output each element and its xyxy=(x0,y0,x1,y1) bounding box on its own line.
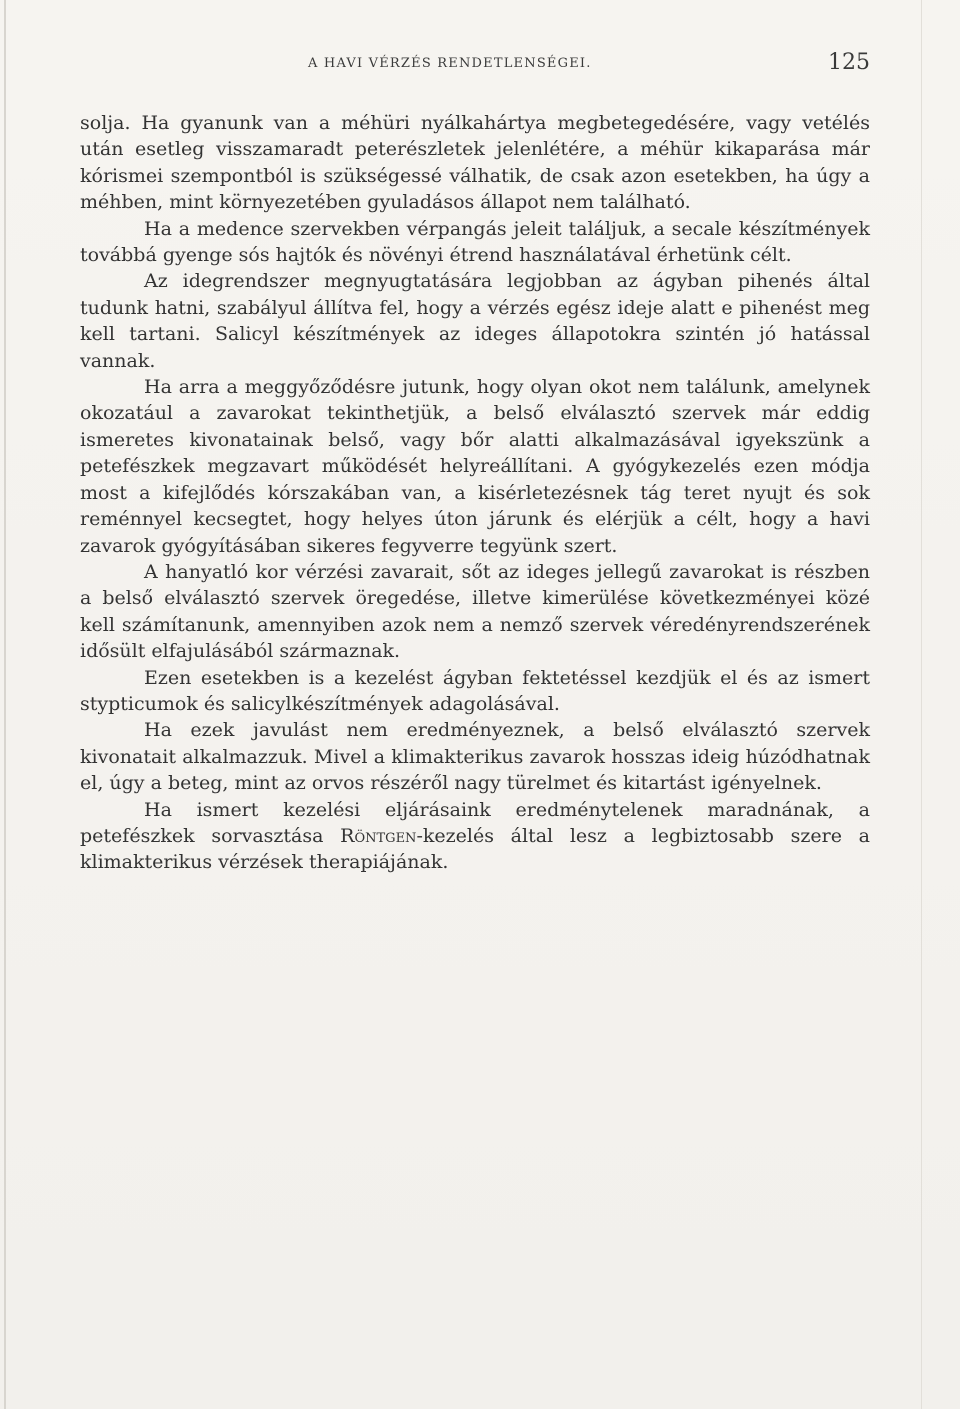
page-edge-left xyxy=(4,0,6,1409)
paragraph-1: solja. Ha gyanunk van a méhüri nyálkahártya megbetegedésére, vagy vetélés után esetleg visszamaradt peterészletek jelenlétére, a méhür kikaparása már kórismei szempontból is szükségessé válhatik, de csak azon esetekben, ha úgy a méhben, mint környezetében gyuladásos állapot nem található. xyxy=(80,112,870,214)
paragraph-7: Ha ezek javulást nem eredményeznek, a belső elválasztó szervek kivonatait alkalmazzuk. Mivel a klimakterikus zavarok hosszas ideig húzódhatnak el, úgy a beteg, mint az orvos részéről nagy türelmet és kitartást igényelnek. xyxy=(80,719,870,795)
paragraph-8 xyxy=(80,797,870,876)
page-edge-right xyxy=(921,0,922,1409)
paragraph-6: Ezen esetekben is a kezelést ágyban fektetéssel kezdjük el és az ismert stypticumok és salicylkészítmények adagolásával. xyxy=(80,666,870,715)
paragraph-2: Ha a medence szervekben vérpangás jeleit találjuk, a secale készítmények továbbá gyenge sós hajtók és növényi étrend használatával érhetünk célt. xyxy=(80,217,870,267)
running-header-title: A HAVI VÉRZÉS RENDETLENSÉGEI. xyxy=(308,56,592,71)
paragraph-4: Ha arra a meggyőződésre jutunk, hogy olyan okot nem találunk, amelynek okozatául a zavarokat tekinthetjük, a belső elválasztó szervek már eddig ismeretes kivonatainak belső, vagy bőr alatti alkalmazásával igyekszünk a petefészkek megzavart működését helyreállítani. A gyógykezelés ezen módja most a kifejlődés kórszakában van, a kisérletezésnek tág teret nyujt és sok reménnyel kecsegtet, hogy helyes úton járunk és elérjük a célt, hogy a havi zavarok gyógyításában sikeres fegyverre tegyünk szert. xyxy=(80,376,870,557)
paragraph-8-start: Ha ismert kezelési eljárásaink eredménytelenek maradnának, a petefészkek sorvasztása xyxy=(80,798,870,847)
paragraph-3: Az idegrendszer megnyugtatására legjobban az ágyban pihenés által tudunk hatni, szabályul állítva fel, hogy a vérzés egész ideje alatt e pihenést meg kell tartani. Salicyl készítmények az ideges állapotokra szintén jó hatással vannak. xyxy=(80,270,870,372)
paragraph-8-end: -kezelés által lesz a legbiztosabb szere a klimakterikus vérzések therapiájának. xyxy=(80,824,870,874)
author-name-rontgen: Röntgen xyxy=(340,824,417,847)
page-number: 125 xyxy=(828,50,870,75)
paragraph-5: A hanyatló kor vérzési zavarait, sőt az ideges jellegű zavarokat is részben a belső elválasztó szervek öregedése, illetve kimerülése következményei közé kell számítanunk, amennyiben azok nem a nemző szervek véredényrendszerének idősült elfajulásából származnak. xyxy=(80,560,870,663)
body-text xyxy=(80,110,870,876)
